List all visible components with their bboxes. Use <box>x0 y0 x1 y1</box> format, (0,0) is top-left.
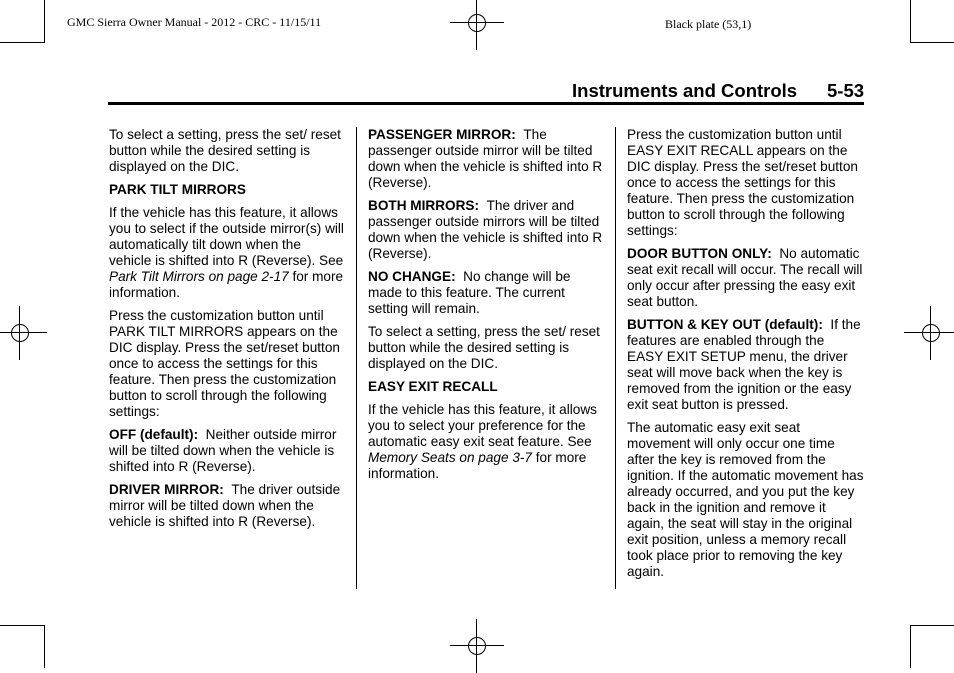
option-text: If the features are enabled through the EASY EXIT SETUP menu, the driver seat will move back when the key is removed from the ignition or the easy exit seat button is pressed. <box>627 317 861 412</box>
section-title: Instruments and Controls <box>572 80 798 101</box>
option-text: No automatic seat exit recall will occur. The recall will only occur after pressing the easy exit seat button. <box>627 246 863 309</box>
crop-mark <box>910 626 911 668</box>
column-divider <box>615 127 616 589</box>
registration-mark-right <box>916 318 946 348</box>
option-item <box>109 427 345 475</box>
registration-mark-bottom <box>462 631 492 661</box>
column-2 <box>368 127 606 489</box>
crop-mark <box>910 625 954 626</box>
option-item <box>368 198 606 262</box>
crop-mark <box>0 625 45 626</box>
paragraph: To select a setting, press the set/ reset button while the desired setting is displayed on the DIC. <box>368 324 600 371</box>
option-text: The passenger outside mirror will be tilted down when the vehicle is shifted into R (Reverse). <box>368 127 603 190</box>
paragraph <box>368 402 606 482</box>
crop-mark <box>910 42 954 43</box>
cross-reference-link[interactable]: Park Tilt Mirrors on page 2‑17 <box>109 269 289 284</box>
registration-mark-top <box>462 8 492 38</box>
option-item <box>109 482 345 530</box>
option-label: BOTH MIRRORS: <box>368 198 480 213</box>
option-text: The driver outside mirror will be tilted down when the vehicle is shifted into R (Reverse). <box>109 482 341 529</box>
option-item <box>368 127 606 191</box>
paragraph <box>109 205 345 301</box>
crop-mark <box>44 626 45 668</box>
cross-reference-link[interactable]: Memory Seats on page 3‑7 <box>368 450 532 465</box>
paragraph-text: If the vehicle has this feature, it allows you to select your preference for the automatic easy exit seat feature. See <box>368 402 597 449</box>
paragraph: The automatic easy exit seat movement will only occur one time after the key is removed from the ignition. If the automatic movement has already occurred, and you put the key back in the ignition and remove it again, the seat will stay in the original exit position, unless a memory recall took place prior to removing the key again. <box>627 420 864 579</box>
option-label: OFF (default): <box>109 427 199 442</box>
paragraph-text: for more information. <box>109 269 344 300</box>
column-1 <box>109 127 345 537</box>
header-rule <box>108 102 864 105</box>
option-item <box>627 246 864 310</box>
crop-mark <box>0 42 45 43</box>
option-text: The driver and passenger outside mirrors will be tilted down when the vehicle is shifted into R (Reverse). <box>368 198 603 261</box>
crop-mark <box>910 0 911 42</box>
paragraph: Press the customization button until PARK TILT MIRRORS appears on the DIC display. Press the set/reset button once to access the settings for this feature. Then press the customization button to scroll through the following settings: <box>109 308 340 419</box>
section-heading: EASY EXIT RECALL <box>368 379 498 394</box>
option-label: NO CHANGE: <box>368 269 456 284</box>
paragraph-text: If the vehicle has this feature, it allows you to select if the outside mirror(s) will automatically tilt down when the vehicle is shifted into R (Reverse). See <box>109 205 344 268</box>
option-text: No change will be made to this feature. The current setting will remain. <box>368 269 571 316</box>
document-info: GMC Sierra Owner Manual - 2012 - CRC - 11/15/11 <box>67 15 322 29</box>
paragraph: Press the customization button until EASY EXIT RECALL appears on the DIC display. Press the set/reset button once to access the settings for this feature. Then press the customization button to scroll through the following settings: <box>627 127 858 238</box>
column-3 <box>627 127 864 587</box>
paragraph: To select a setting, press the set/ reset button while the desired setting is displayed on the DIC. <box>109 127 341 174</box>
option-label: PASSENGER MIRROR: <box>368 127 516 142</box>
option-text: Neither outside mirror will be tilted down when the vehicle is shifted into R (Reverse). <box>109 427 337 474</box>
option-label: DRIVER MIRROR: <box>109 482 224 497</box>
paragraph-text: for more information. <box>368 450 587 481</box>
section-heading: PARK TILT MIRRORS <box>109 182 246 197</box>
column-divider <box>356 127 357 589</box>
plate-label: Black plate (53,1) <box>665 17 752 31</box>
option-label: BUTTON & KEY OUT (default): <box>627 317 823 332</box>
option-item <box>368 269 606 317</box>
registration-mark-left <box>5 318 35 348</box>
option-label: DOOR BUTTON ONLY: <box>627 246 772 261</box>
crop-mark <box>44 0 45 42</box>
option-item <box>627 317 864 413</box>
page-number: 5-53 <box>827 80 865 101</box>
